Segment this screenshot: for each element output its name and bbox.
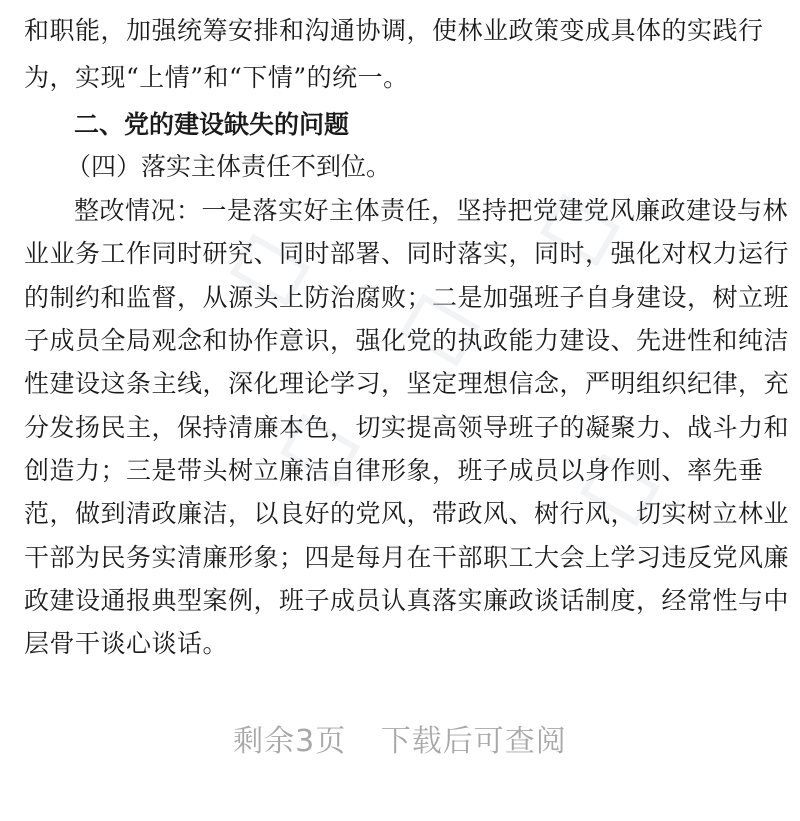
paragraph-line: 子成员全局观念和协作意识，强化党的执政能力建设、先进性和纯洁	[24, 326, 790, 355]
paragraph-line: 干部为民务实清廉形象；四是每月在干部职工大会上学习违反党风廉	[24, 543, 790, 572]
remaining-pages-label: 剩余3页	[233, 724, 347, 759]
paragraph-line: 层骨干谈心谈话。	[24, 629, 229, 658]
paragraph-line: 性建设这条主线，深化理论学习，坚定理想信念，严明组织纪律，充	[24, 369, 790, 398]
section-heading: 二、党的建设缺失的问题	[74, 110, 350, 139]
subsection-heading: （四）落实主体责任不到位。	[66, 152, 392, 181]
paragraph-line: 整改情况：一是落实好主体责任，坚持把党建党风廉政建设与林	[74, 196, 789, 225]
download-hint-label: 下载后可查阅	[380, 724, 567, 759]
paragraph-line: 为，实现“上情”和“下情”的统一。	[24, 63, 409, 92]
paragraph-line: 创造力；三是带头树立廉洁自律形象，班子成员以身作则、率先垂	[24, 456, 764, 485]
paragraph-line: 和职能，加强统筹安排和沟通协调，使林业政策变成具体的实践行	[24, 16, 764, 45]
paragraph-line: 范，做到清政廉洁，以良好的党风，带政风、树行风，切实树立林业	[24, 499, 790, 528]
paragraph-line: 的制约和监督，从源头上防治腐败；二是加强班子自身建设，树立班	[24, 283, 790, 312]
paragraph-line: 业业务工作同时研究、同时部署、同时落实，同时，强化对权力运行	[24, 239, 790, 268]
download-prompt[interactable]	[0, 722, 800, 762]
paragraph-line: 政建设通报典型案例，班子成员认真落实廉政谈话制度，经常性与中	[24, 586, 790, 615]
paragraph-line: 分发扬民主，保持清廉本色，切实提高领导班子的凝聚力、战斗力和	[24, 413, 790, 442]
